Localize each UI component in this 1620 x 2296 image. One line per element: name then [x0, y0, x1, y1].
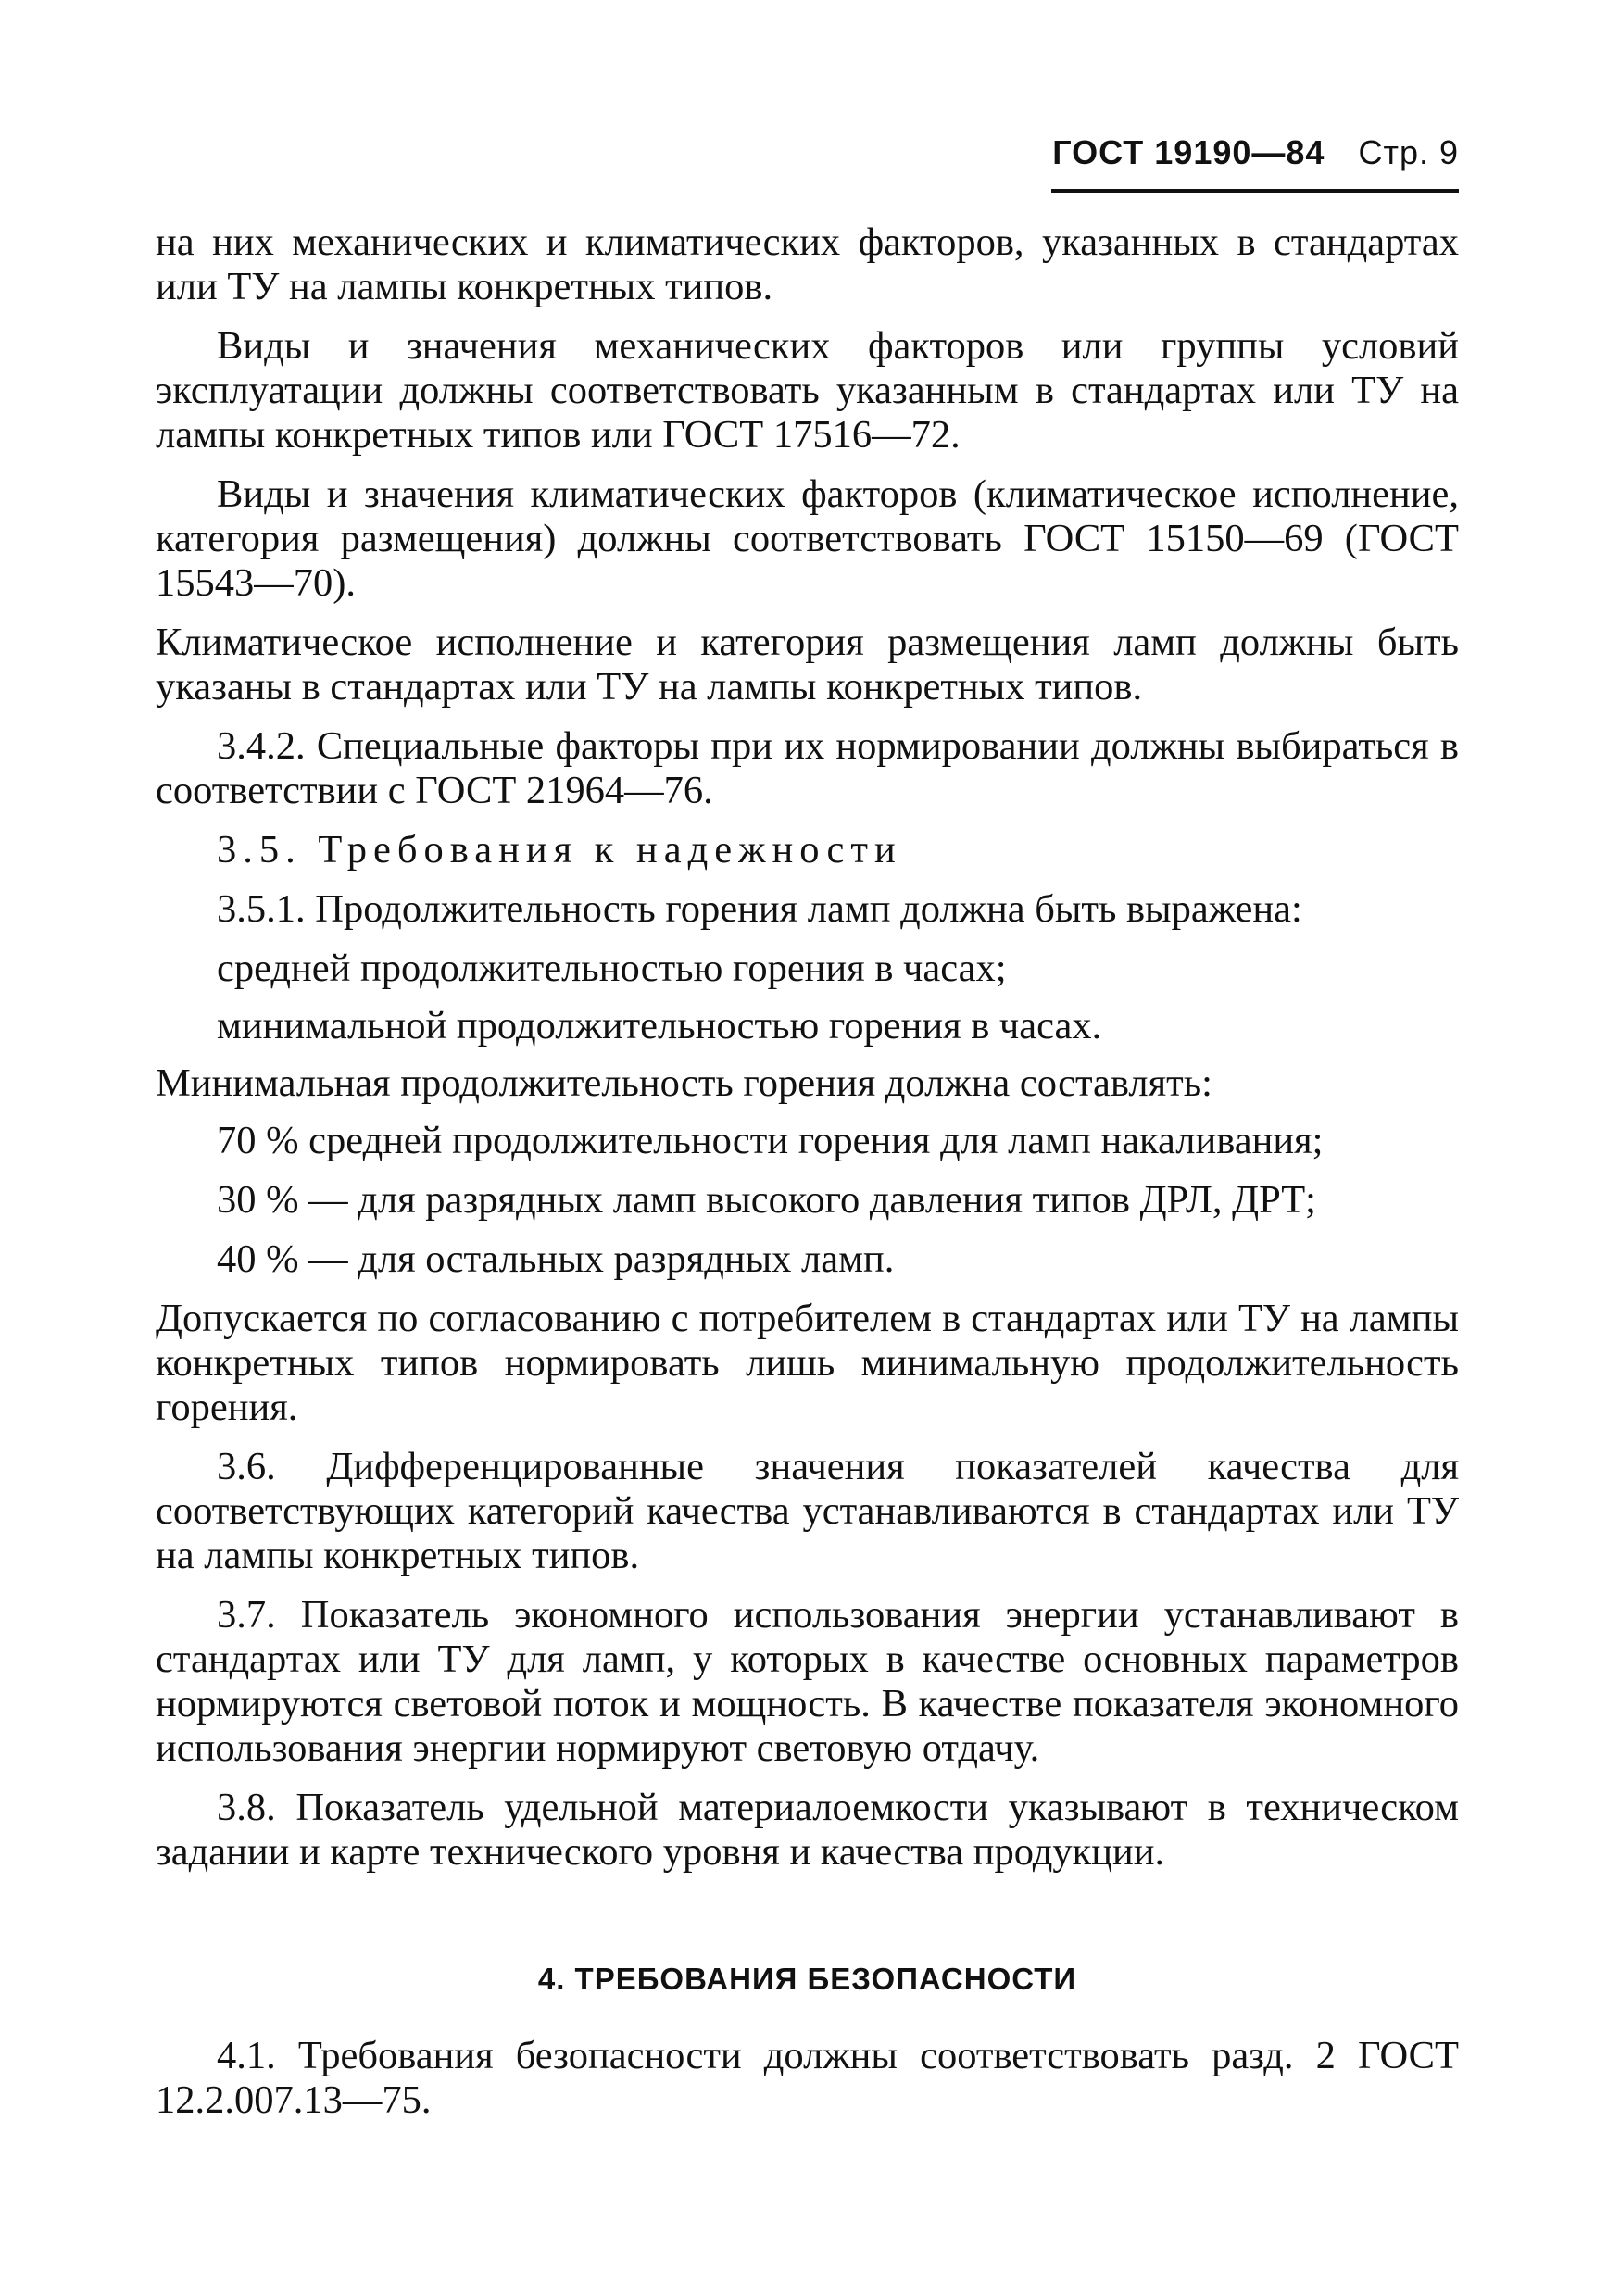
- clause-3-4-2: 3.4.2. Специальные факторы при их нормировании должны выбираться в соответствии с ГОСТ 21964—76.: [156, 724, 1459, 812]
- paragraph-climatic-factors: Виды и значения климатических факторов (климатическое исполнение, категория размещения) должны соответствовать ГОСТ 15150—69 (ГОСТ 15543—70).: [156, 472, 1459, 605]
- page-header: [1051, 130, 1459, 193]
- paragraph-continuation: на них механических и климатических факторов, указанных в стандартах или ТУ на лампы конкретных типов.: [156, 220, 1459, 308]
- section-4-title: 4. ТРЕБОВАНИЯ БЕЗОПАСНОСТИ: [537, 1962, 1077, 1996]
- section-4-body: [156, 2034, 1459, 2138]
- list-item-70-percent: 70 % средней продолжительности горения для ламп накаливания;: [217, 1119, 1324, 1162]
- paragraph-minimum-duration: Минимальная продолжительность горения должна составлять:: [156, 1061, 1212, 1105]
- list-item-minimum-duration: минимальной продолжительностью горения в часах.: [217, 1004, 1102, 1048]
- clause-3-8: 3.8. Показатель удельной материалоемкости указывают в техническом задании и карте технического уровня и качества продукции.: [156, 1786, 1459, 1874]
- clause-3-6: 3.6. Дифференцированные значения показателей качества для соответствующих категорий качества устанавливаются в стандартах или ТУ на лампы конкретных типов.: [156, 1445, 1459, 1577]
- list-item-average-duration: средней продолжительностью горения в часах;: [217, 947, 1007, 990]
- clause-3-5-1: 3.5.1. Продолжительность горения ламп должна быть выражена:: [217, 887, 1302, 931]
- list-item-30-percent: 30 % — для разрядных ламп высокого давления типов ДРЛ, ДРТ;: [217, 1178, 1316, 1222]
- list-item-40-percent: 40 % — для остальных разрядных ламп.: [217, 1237, 895, 1281]
- page-number: Стр. 9: [1358, 133, 1459, 171]
- body-text: [156, 220, 1459, 1889]
- clause-3-7: 3.7. Показатель экономного использования энергии устанавливают в стандартах или ТУ для ламп, у которых в качестве основных параметров нормируются световой поток и мощность. В качестве показателя экономного использования энергии нормируют световую отдачу.: [156, 1593, 1459, 1770]
- paragraph-mechanical-factors: Виды и значения механических факторов или группы условий эксплуатации должны соответствовать указанным в стандартах или ТУ на лампы конкретных типов или ГОСТ 17516—72.: [156, 324, 1459, 457]
- clause-4-1: 4.1. Требования безопасности должны соответствовать разд. 2 ГОСТ 12.2.007.13—75.: [156, 2034, 1459, 2122]
- standard-number: ГОСТ 19190—84: [1052, 133, 1325, 171]
- paragraph-allowance: Допускается по согласованию с потребителем в стандартах или ТУ на лампы конкретных типов нормировать лишь минимальную продолжительность горения.: [156, 1297, 1459, 1429]
- clause-3-5-heading: 3.5. Требования к надежности: [217, 828, 902, 872]
- paragraph-climatic-execution: Климатическое исполнение и категория размещения ламп должны быть указаны в стандартах или ТУ на лампы конкретных типов.: [156, 621, 1459, 709]
